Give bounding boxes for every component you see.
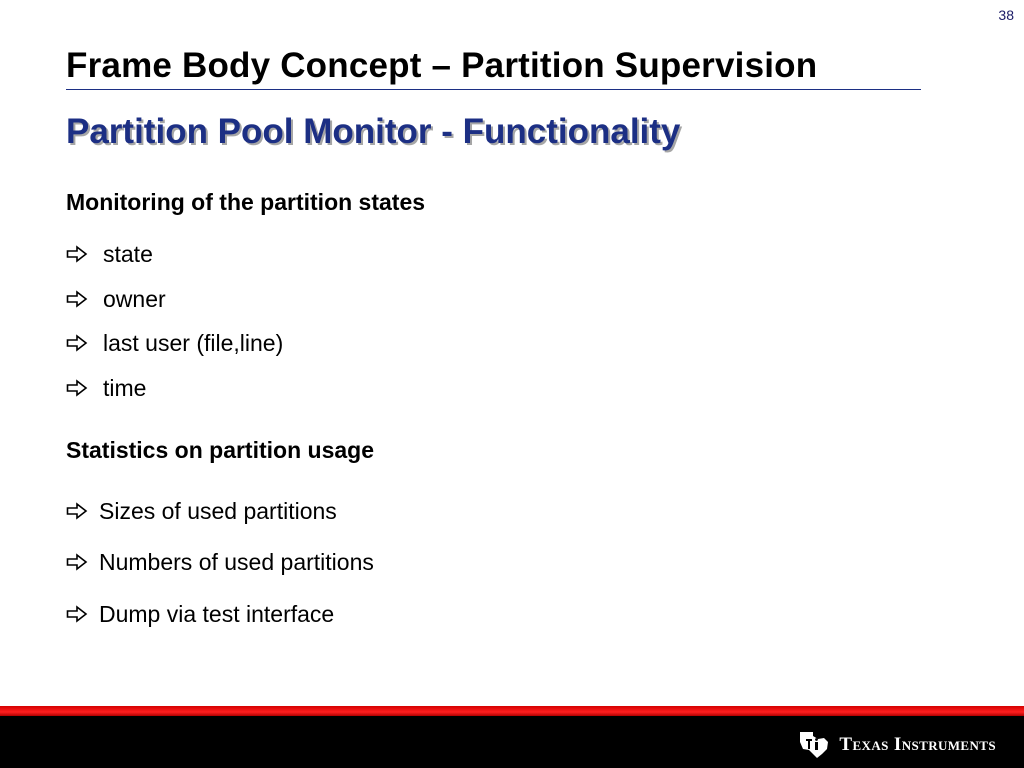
list-item-label: time	[103, 374, 147, 401]
ti-state-logo-icon	[797, 730, 831, 760]
title-divider	[66, 89, 921, 90]
list-item	[66, 321, 283, 366]
list-item	[66, 277, 283, 322]
page-title: Frame Body Concept – Partition Supervision	[66, 46, 818, 85]
hollow-arrow-icon	[66, 553, 88, 571]
hollow-arrow-icon	[66, 605, 88, 623]
brand-name: Texas Instruments	[839, 734, 996, 755]
section-heading-monitoring: Monitoring of the partition states	[66, 189, 426, 215]
list-item-label: owner	[103, 285, 166, 312]
list-item-label: Sizes of used partitions	[99, 497, 337, 524]
hollow-arrow-icon	[66, 334, 88, 352]
list-item-label: Numbers of used partitions	[99, 549, 374, 576]
list-item-label: last user (file,line)	[103, 330, 284, 357]
page-subtitle: Partition Pool Monitor - Functionality	[66, 112, 681, 151]
hollow-arrow-icon	[66, 502, 88, 520]
list-item	[66, 366, 283, 411]
list-item	[66, 232, 283, 277]
monitoring-list	[66, 232, 283, 410]
statistics-list	[66, 485, 374, 640]
list-item	[66, 485, 374, 537]
section-heading-statistics: Statistics on partition usage	[66, 437, 374, 463]
slide-number: 38	[998, 7, 1014, 23]
hollow-arrow-icon	[66, 290, 88, 308]
footer-band	[0, 706, 1024, 768]
list-item-label: state	[103, 241, 153, 268]
texas-instruments-logo	[797, 730, 996, 760]
hollow-arrow-icon	[66, 379, 88, 397]
footer-red-stripe	[0, 706, 1024, 716]
list-item	[66, 537, 374, 589]
list-item	[66, 588, 374, 640]
list-item-label: Dump via test interface	[99, 600, 335, 627]
hollow-arrow-icon	[66, 245, 88, 263]
